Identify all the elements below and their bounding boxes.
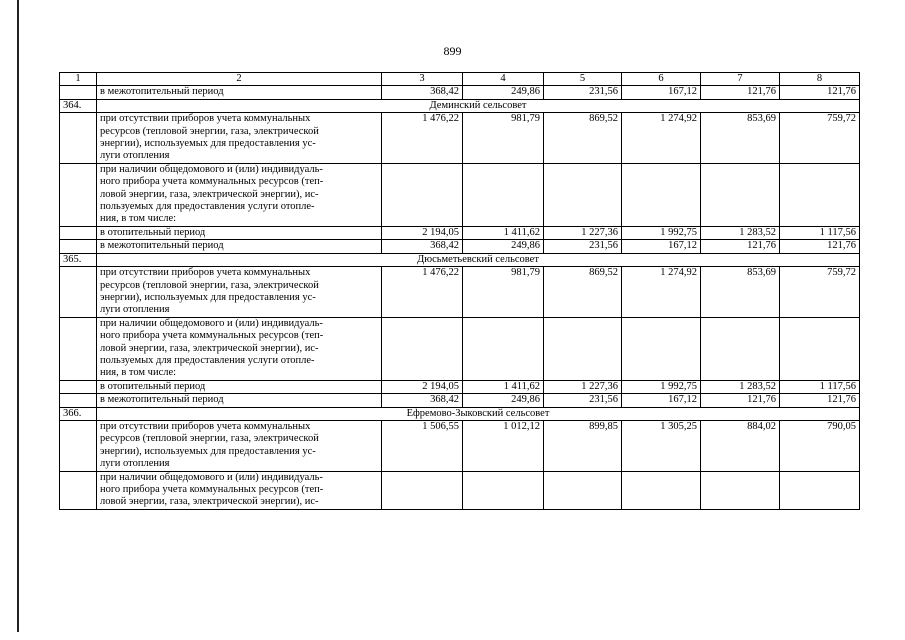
- column-header-5: 5: [544, 73, 622, 86]
- value-col-3: 1 476,22: [382, 113, 463, 164]
- value-col-4: 249,86: [463, 240, 544, 253]
- value-col-4: [463, 317, 544, 380]
- value-col-7: 121,76: [701, 86, 780, 99]
- row-label: при отсутствии приборов учета коммунальных ресурсов (тепловой энергии, газа, электрической энергии), используемых для предоставления ус- луги отопления: [97, 113, 382, 164]
- row-label: при отсутствии приборов учета коммунальных ресурсов (тепловой энергии, газа, электрической энергии), используемых для предоставления ус- луги отопления: [97, 267, 382, 318]
- value-col-3: 2 194,05: [382, 380, 463, 393]
- row-label: в межотопительный период: [97, 86, 382, 99]
- row-label: в отопительный период: [97, 226, 382, 239]
- value-col-5: 869,52: [544, 113, 622, 164]
- row-number-cell: [60, 226, 97, 239]
- value-col-8: 121,76: [780, 240, 860, 253]
- value-col-4: 249,86: [463, 394, 544, 407]
- value-col-5: 869,52: [544, 267, 622, 318]
- row-label: при наличии общедомового и (или) индивидуаль- ного прибора учета коммунальных ресурсов (теп- ловой энергии, газа, электрической энергии), ис- пользуемых для предоставления услуги отопле- ния, в том числе:: [97, 317, 382, 380]
- row-label: при наличии общедомового и (или) индивидуаль- ного прибора учета коммунальных ресурсов (теп- ловой энергии, газа, электрической энергии), ис- пользуемых для предоставления услуги отопле- ния, в том числе:: [97, 163, 382, 226]
- description-row: [60, 471, 860, 509]
- value-col-6: [622, 471, 701, 509]
- value-col-3: [382, 471, 463, 509]
- row-number-cell: [60, 240, 97, 253]
- value-col-8: 1 117,56: [780, 380, 860, 393]
- value-col-4: [463, 163, 544, 226]
- value-col-5: 231,56: [544, 394, 622, 407]
- section-name: Ефремово-Зыковский сельсовет: [97, 407, 860, 420]
- section-row: [60, 253, 860, 266]
- value-col-6: 1 992,75: [622, 226, 701, 239]
- value-col-8: 121,76: [780, 86, 860, 99]
- column-header-8: 8: [780, 73, 860, 86]
- value-col-7: 1 283,52: [701, 226, 780, 239]
- value-col-4: [463, 471, 544, 509]
- period-row: [60, 86, 860, 99]
- value-col-6: 167,12: [622, 240, 701, 253]
- value-col-3: 2 194,05: [382, 226, 463, 239]
- row-number-cell: [60, 471, 97, 509]
- value-col-6: 167,12: [622, 394, 701, 407]
- value-col-5: [544, 163, 622, 226]
- page-number: 899: [443, 44, 462, 58]
- value-col-4: 1 411,62: [463, 380, 544, 393]
- period-row: [60, 380, 860, 393]
- value-col-3: 1 476,22: [382, 267, 463, 318]
- value-col-8: 790,05: [780, 420, 860, 471]
- value-col-8: [780, 471, 860, 509]
- value-col-6: 1 274,92: [622, 113, 701, 164]
- value-col-3: 368,42: [382, 240, 463, 253]
- value-col-4: 1 012,12: [463, 420, 544, 471]
- period-row: [60, 394, 860, 407]
- row-number-cell: [60, 380, 97, 393]
- value-col-7: 853,69: [701, 267, 780, 318]
- value-col-7: [701, 317, 780, 380]
- section-number: 364.: [60, 99, 97, 112]
- section-name: Дюсьметьевский сельсовет: [97, 253, 860, 266]
- value-col-4: 981,79: [463, 113, 544, 164]
- value-col-8: [780, 317, 860, 380]
- value-col-8: 121,76: [780, 394, 860, 407]
- section-row: [60, 407, 860, 420]
- value-col-7: 121,76: [701, 240, 780, 253]
- row-number-cell: [60, 267, 97, 318]
- row-number-cell: [60, 317, 97, 380]
- value-col-7: [701, 163, 780, 226]
- value-col-4: 249,86: [463, 86, 544, 99]
- row-number-cell: [60, 394, 97, 407]
- value-col-5: [544, 317, 622, 380]
- row-label: при отсутствии приборов учета коммунальных ресурсов (тепловой энергии, газа, электрической энергии), используемых для предоставления ус- луги отопления: [97, 420, 382, 471]
- value-col-3: 368,42: [382, 86, 463, 99]
- value-col-8: 759,72: [780, 267, 860, 318]
- value-col-6: 1 992,75: [622, 380, 701, 393]
- description-row: [60, 163, 860, 226]
- description-row: [60, 317, 860, 380]
- row-number-cell: [60, 113, 97, 164]
- period-row: [60, 226, 860, 239]
- value-col-6: 1 305,25: [622, 420, 701, 471]
- value-col-3: [382, 163, 463, 226]
- value-col-4: 981,79: [463, 267, 544, 318]
- value-col-5: 231,56: [544, 240, 622, 253]
- value-col-5: 1 227,36: [544, 380, 622, 393]
- value-col-8: 759,72: [780, 113, 860, 164]
- section-name: Деминский сельсовет: [97, 99, 860, 112]
- row-label: в межотопительный период: [97, 394, 382, 407]
- section-row: [60, 99, 860, 112]
- row-number-cell: [60, 420, 97, 471]
- value-col-7: 121,76: [701, 394, 780, 407]
- column-header-7: 7: [701, 73, 780, 86]
- value-col-3: [382, 317, 463, 380]
- value-col-6: 1 274,92: [622, 267, 701, 318]
- left-margin-rule: [17, 0, 19, 632]
- row-label: в межотопительный период: [97, 240, 382, 253]
- value-col-5: [544, 471, 622, 509]
- row-number-cell: [60, 86, 97, 99]
- value-col-3: 1 506,55: [382, 420, 463, 471]
- column-header-4: 4: [463, 73, 544, 86]
- value-col-5: 899,85: [544, 420, 622, 471]
- value-col-7: 853,69: [701, 113, 780, 164]
- description-row: [60, 267, 860, 318]
- tariff-table: [59, 72, 860, 510]
- value-col-5: 231,56: [544, 86, 622, 99]
- header-row: [60, 73, 860, 86]
- section-number: 366.: [60, 407, 97, 420]
- row-label: при наличии общедомового и (или) индивидуаль- ного прибора учета коммунальных ресурсов (теп- ловой энергии, газа, электрической энергии), ис-: [97, 471, 382, 509]
- period-row: [60, 240, 860, 253]
- value-col-6: 167,12: [622, 86, 701, 99]
- column-header-1: 1: [60, 73, 97, 86]
- column-header-3: 3: [382, 73, 463, 86]
- value-col-4: 1 411,62: [463, 226, 544, 239]
- value-col-3: 368,42: [382, 394, 463, 407]
- column-header-6: 6: [622, 73, 701, 86]
- value-col-7: [701, 471, 780, 509]
- value-col-6: [622, 163, 701, 226]
- section-number: 365.: [60, 253, 97, 266]
- value-col-7: 884,02: [701, 420, 780, 471]
- value-col-7: 1 283,52: [701, 380, 780, 393]
- row-label: в отопительный период: [97, 380, 382, 393]
- row-number-cell: [60, 163, 97, 226]
- value-col-5: 1 227,36: [544, 226, 622, 239]
- value-col-6: [622, 317, 701, 380]
- column-header-2: 2: [97, 73, 382, 86]
- description-row: [60, 420, 860, 471]
- value-col-8: [780, 163, 860, 226]
- value-col-8: 1 117,56: [780, 226, 860, 239]
- description-row: [60, 113, 860, 164]
